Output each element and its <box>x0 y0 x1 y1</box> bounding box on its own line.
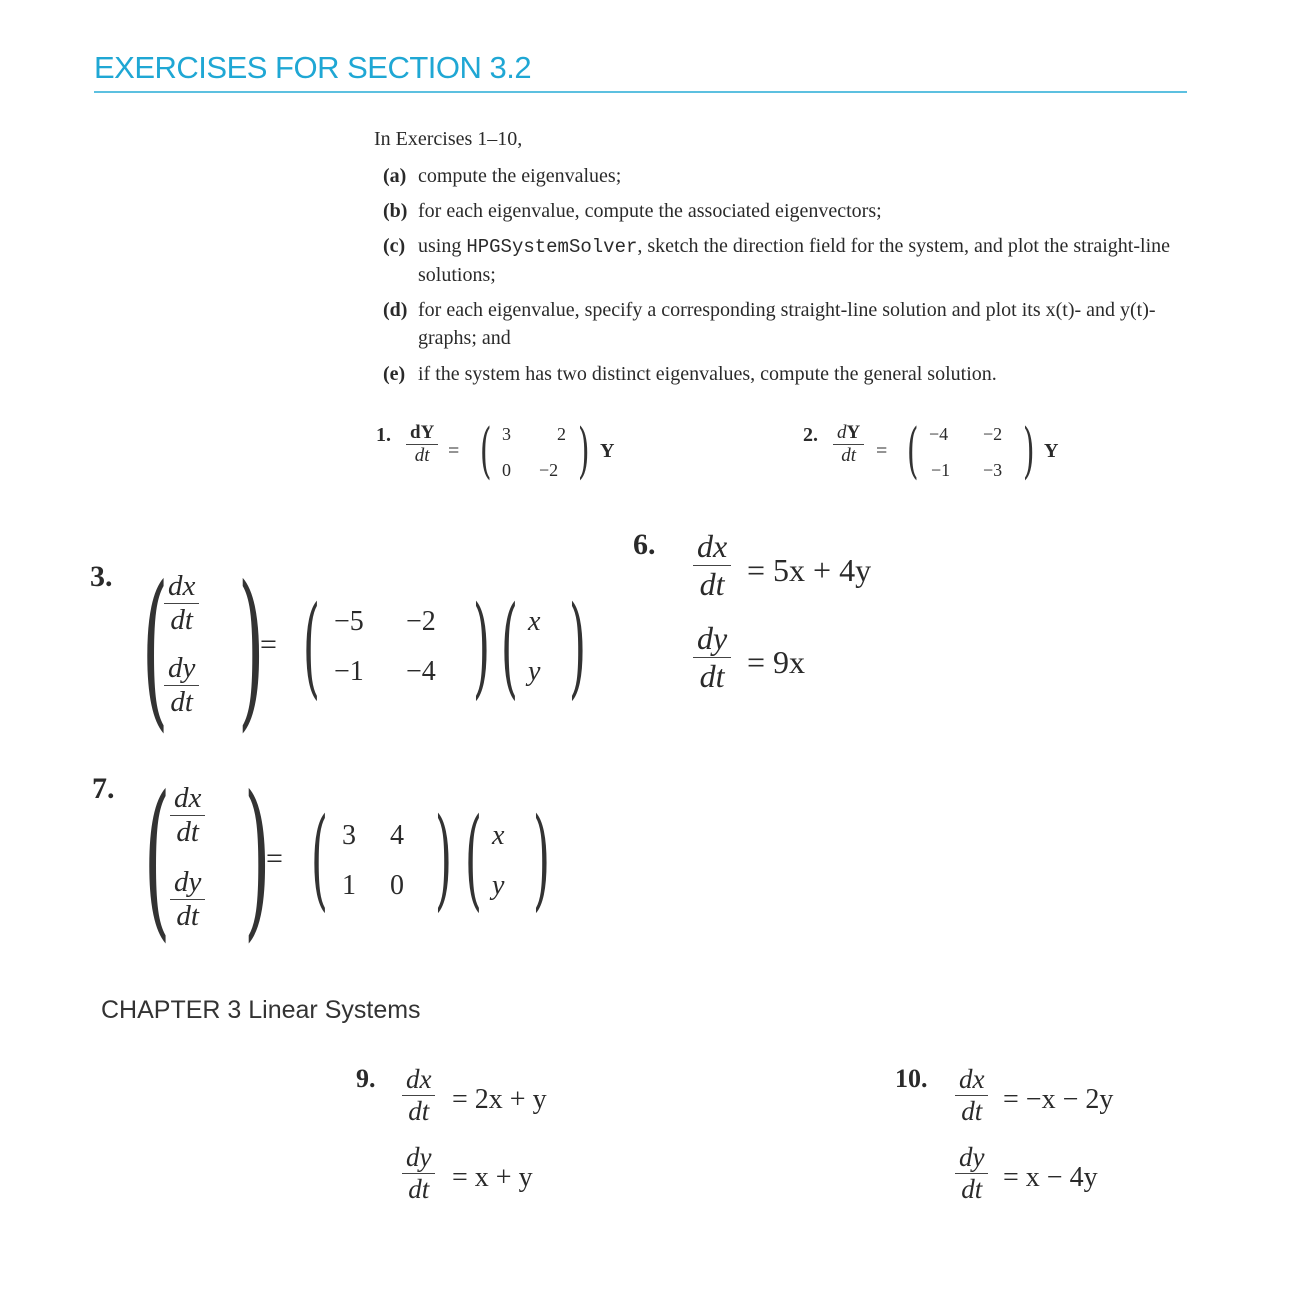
instruction-item-c <box>383 232 1171 286</box>
instruction-item-a <box>383 162 622 190</box>
exercise-9: 9. $\frac{dx}{dt}$ = 2x + y $\frac{dy}{dt}$ = x + y <box>356 1064 547 1205</box>
dx-dt-fraction: $\frac{dx}{dt}$ <box>693 528 731 603</box>
section-heading: EXERCISES FOR SECTION 3.2 <box>94 50 532 85</box>
item-text: if the system has two distinct eigenvalues, compute the general solution. <box>418 363 997 385</box>
item-label: (c) <box>383 235 406 257</box>
dx-dt-fraction: $\frac{dx}{dt}$ <box>402 1064 435 1127</box>
item-text: using HPGSystemSolver, sketch the direction field for the system, and plot the straight-line solutions; <box>418 235 1171 286</box>
dy-dt-fraction: $\frac{dy}{dt}$ <box>693 620 731 695</box>
item-text: for each eigenvalue, specify a corresponding straight-line solution and plot its x(t)- and y(t)-graphs; and <box>418 299 1156 349</box>
dx-dt-fraction: $\frac{dx}{dt}$ <box>955 1064 988 1127</box>
item-label: (b) <box>383 200 408 222</box>
instruction-item-e <box>383 360 997 388</box>
item-text: for each eigenvalue, compute the associated eigenvectors; <box>418 200 882 222</box>
code-text: HPGSystemSolver <box>466 236 638 258</box>
exercise-2: 2. $\frac{dY}{dt}$ = ( −4 −2 −1 −3 ) Y <box>803 416 1059 486</box>
item-label: (e) <box>383 363 406 385</box>
exercise-10: 10. $\frac{dx}{dt}$ = −x − 2y $\frac{dy}{dt}$ = x − 4y <box>895 1064 1114 1205</box>
exercise-1: 1. $\frac{dY}{dt}$ = ( 3 2 0 −2 ) Y <box>376 416 615 486</box>
exercise-7: 7. ( $\frac{dx}{dt}$ $\frac{dy}{dt}$ ) = ( 3 4 1 0 ) ( x y ) <box>92 760 551 958</box>
heading-rule <box>94 91 1187 93</box>
instruction-item-b <box>383 197 882 225</box>
dx-dt-fraction: $\frac{dx}{dt}$ <box>164 570 199 638</box>
item-label: (d) <box>383 299 408 321</box>
dy-dt-fraction: $\frac{dy}{dt}$ <box>955 1142 988 1205</box>
instruction-item-d <box>383 296 1156 349</box>
dx-dt-fraction: $\frac{dx}{dt}$ <box>170 782 205 850</box>
exercise-6: 6. $\frac{dx}{dt}$ = 5x + 4y $\frac{dy}{dt}$ = 9x <box>633 528 872 694</box>
dy-dt-fraction: $\frac{dy}{dt}$ <box>402 1142 435 1205</box>
item-label: (a) <box>383 165 407 187</box>
derivative-fraction: $\frac{dY}{dt}$ <box>833 422 864 467</box>
exercise-3: 3. ( $\frac{dx}{dt}$ $\frac{dy}{dt}$ ) = ( −5 −2 −1 −4 ) ( x y ) <box>90 550 587 748</box>
dy-dt-fraction: $\frac{dy}{dt}$ <box>164 652 199 720</box>
derivative-fraction: $\frac{dY}{dt}$ <box>406 422 438 467</box>
dy-dt-fraction: $\frac{dy}{dt}$ <box>170 866 205 934</box>
item-text: compute the eigenvalues; <box>418 165 622 187</box>
instructions-intro: In Exercises 1–10, <box>374 128 523 150</box>
chapter-footer: CHAPTER 3 Linear Systems <box>101 996 421 1024</box>
